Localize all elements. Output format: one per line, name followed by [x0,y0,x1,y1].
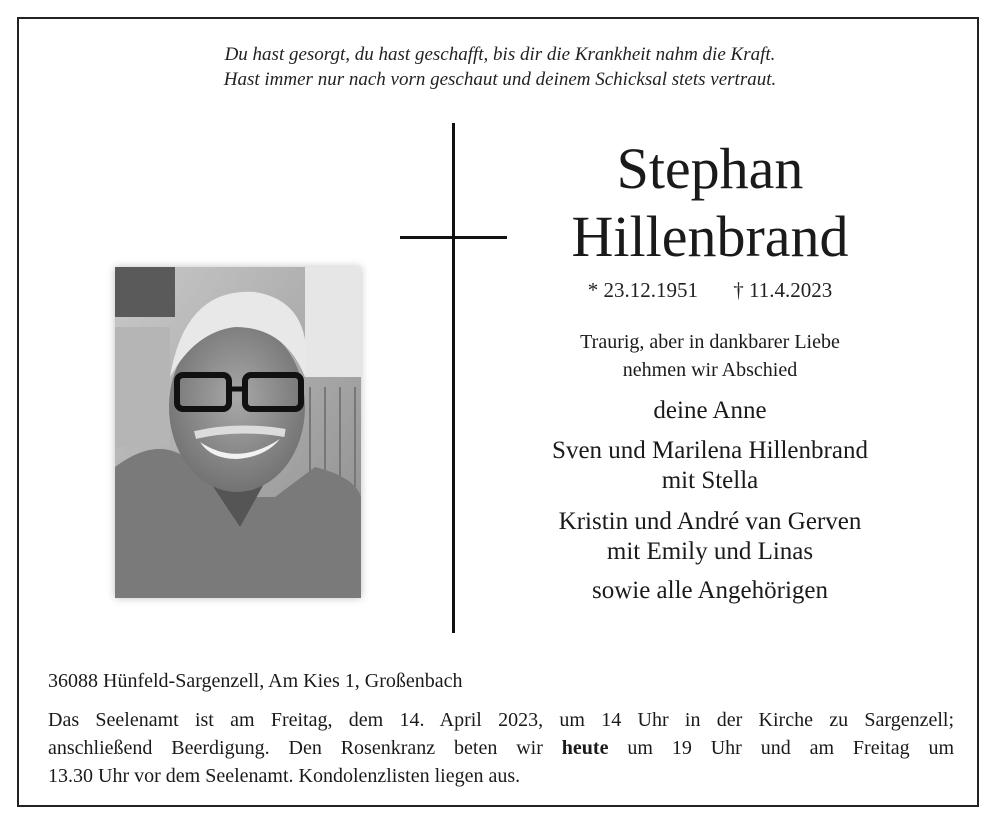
family-1-line-2: mit Stella [661,467,759,494]
death-date: † 11.4.2023 [733,278,833,302]
funeral-line-2-end: um 19 Uhr und am Freitag um [627,737,955,759]
portrait-photo [115,267,361,598]
cross-horizontal-bar [400,236,507,239]
funeral-line-1: Das Seelenamt ist am Freitag, dem 14. April 2023, um 14 Uhr in der Kirche zu Sargenzell; [48,709,954,731]
motto-line-1: Du hast gesorgt, du hast geschafft, bis dir die Krankheit nahm die Kraft. [224,44,776,65]
cross-vertical-bar [452,123,455,633]
funeral-today-emphasis: heute [561,737,609,759]
mourner-others: sowie alle Angehörigen [591,577,829,604]
mourner-family-2 [460,507,960,567]
intro-line-1: Traurig, aber in dankbarer Liebe [580,331,840,353]
motto-line-2: Hast immer nur nach vorn geschaut und deinem Schicksal stets vertraut. [223,69,777,90]
funeral-notice [48,706,954,790]
family-1-line-1: Sven und Marilena Hillenbrand [552,437,868,464]
deceased-last-name: Hillenbrand [571,204,849,269]
life-dates [510,278,910,303]
family-address: 36088 Hünfeld-Sargenzell, Am Kies 1, Großenbach [48,670,463,692]
mourner-family-1 [460,436,960,496]
family-2-line-2: mit Emily und Linas [606,538,814,565]
birth-date: * 23.12.1951 [587,278,698,302]
portrait-illustration [115,267,361,598]
mourning-intro [460,328,960,384]
funeral-line-2-start: anschließend Beerdigung. Den Rosenkranz beten wir [48,737,543,759]
family-2-line-1: Kristin und André van Gerven [558,508,862,535]
funeral-line-3: 13.30 Uhr vor dem Seelenamt. Kondolenzlisten liegen aus. [48,765,521,787]
deceased-first-name: Stephan [616,136,804,201]
funeral-line-2 [48,734,954,762]
intro-line-2: nehmen wir Abschied [622,359,798,381]
motto-verse [0,42,1000,92]
mourner-spouse: deine Anne [653,397,767,424]
